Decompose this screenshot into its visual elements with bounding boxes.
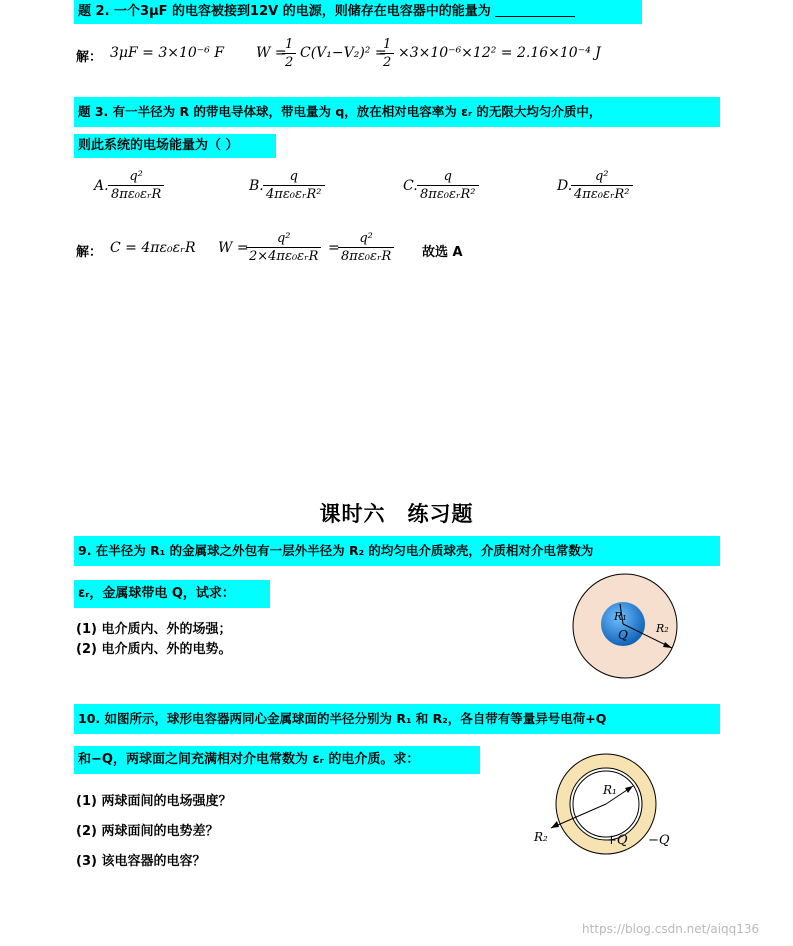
problem9-line2: εᵣ，金属球带电 Q，试求：	[74, 580, 270, 608]
problem10-item1: (1) 两球面间的电场强度？	[76, 794, 232, 809]
problem10-item2: (2) 两球面间的电势差？	[76, 824, 219, 839]
label-q: Q	[618, 628, 628, 642]
problem3-solution	[76, 230, 596, 272]
energy-fraction-1: q² 2×4πε₀εᵣR	[246, 230, 321, 265]
problem3-question-line2: 则此系统的电场能量为（ ）	[74, 134, 276, 158]
problem9-figure	[568, 572, 686, 680]
watermark: https://blog.csdn.net/aiqq136	[582, 922, 760, 936]
option-b: B. q 4πε₀εᵣR²	[249, 168, 369, 208]
problem3-question-line1: 题 3. 有一半径为 R 的带电导体球，带电量为 q，放在相对电容率为 εᵣ 的无限大均匀介质中，	[74, 97, 720, 127]
label-plus-q: +Q	[606, 833, 628, 848]
solution-label: 解：	[76, 50, 103, 65]
problem10-item3: (3) 该电容器的电容？	[76, 854, 206, 869]
half-fraction-2: $\frac{1}{2}$	[380, 36, 394, 71]
problem2-question	[74, 0, 642, 24]
answer-blank	[495, 2, 575, 17]
energy-label: W =	[218, 240, 249, 256]
problem10-figure	[520, 744, 680, 866]
energy-eq-left: W =	[256, 45, 287, 61]
label-r1: R₁	[603, 783, 617, 797]
problem10-line1: 10. 如图所示，球形电容器两同心金属球面的半径分别为 R₁ 和 R₂，各自带有等量异号电荷+Q	[74, 704, 720, 734]
energy-eq-right: ×3×10⁻⁶×12² = 2.16×10⁻⁴ J	[398, 45, 601, 61]
capacitance-formula: C = 4πε₀εᵣR	[110, 240, 196, 256]
section-title: 课时六 练习题	[319, 502, 474, 526]
solution-label: 解：	[76, 245, 103, 260]
label-r2: R₂	[534, 830, 548, 844]
problem10-line2: 和−Q，两球面之间充满相对介电常数为 εᵣ 的电介质。求：	[74, 746, 480, 774]
conclusion: 故选 A	[422, 245, 463, 260]
capacitance-eq: 3μF = 3×10⁻⁶ F	[110, 45, 224, 61]
label-minus-q: −Q	[648, 833, 670, 848]
problem9-line1: 9. 在半径为 R₁ 的金属球之外包有一层外半径为 R₂ 的均匀电介质球壳，介质相对介电常数为	[74, 536, 720, 566]
energy-eq-mid: C(V₁−V₂)² =	[300, 45, 387, 61]
option-d: D. q² 4πε₀εᵣR²	[557, 168, 677, 208]
label-r2: R₂	[656, 622, 669, 635]
problem2-question-text: 题 2. 一个3μF 的电容被接到12V 的电源，则储存在电容器中的能量为	[78, 4, 491, 19]
equals-sign: =	[328, 240, 340, 256]
option-c: C. q 8πε₀εᵣR²	[403, 168, 523, 208]
problem9-item2: (2) 电介质内、外的电势。	[76, 642, 232, 657]
label-r1: R₁	[614, 610, 627, 623]
energy-fraction-2: q² 8πε₀εᵣR	[338, 230, 394, 265]
problem9-item1: (1) 电介质内、外的场强；	[76, 622, 232, 637]
option-a: A. q² 8πε₀εᵣR	[94, 168, 214, 208]
half-fraction: $\frac{1}{2}$	[282, 36, 296, 71]
problem2-solution	[76, 36, 636, 76]
